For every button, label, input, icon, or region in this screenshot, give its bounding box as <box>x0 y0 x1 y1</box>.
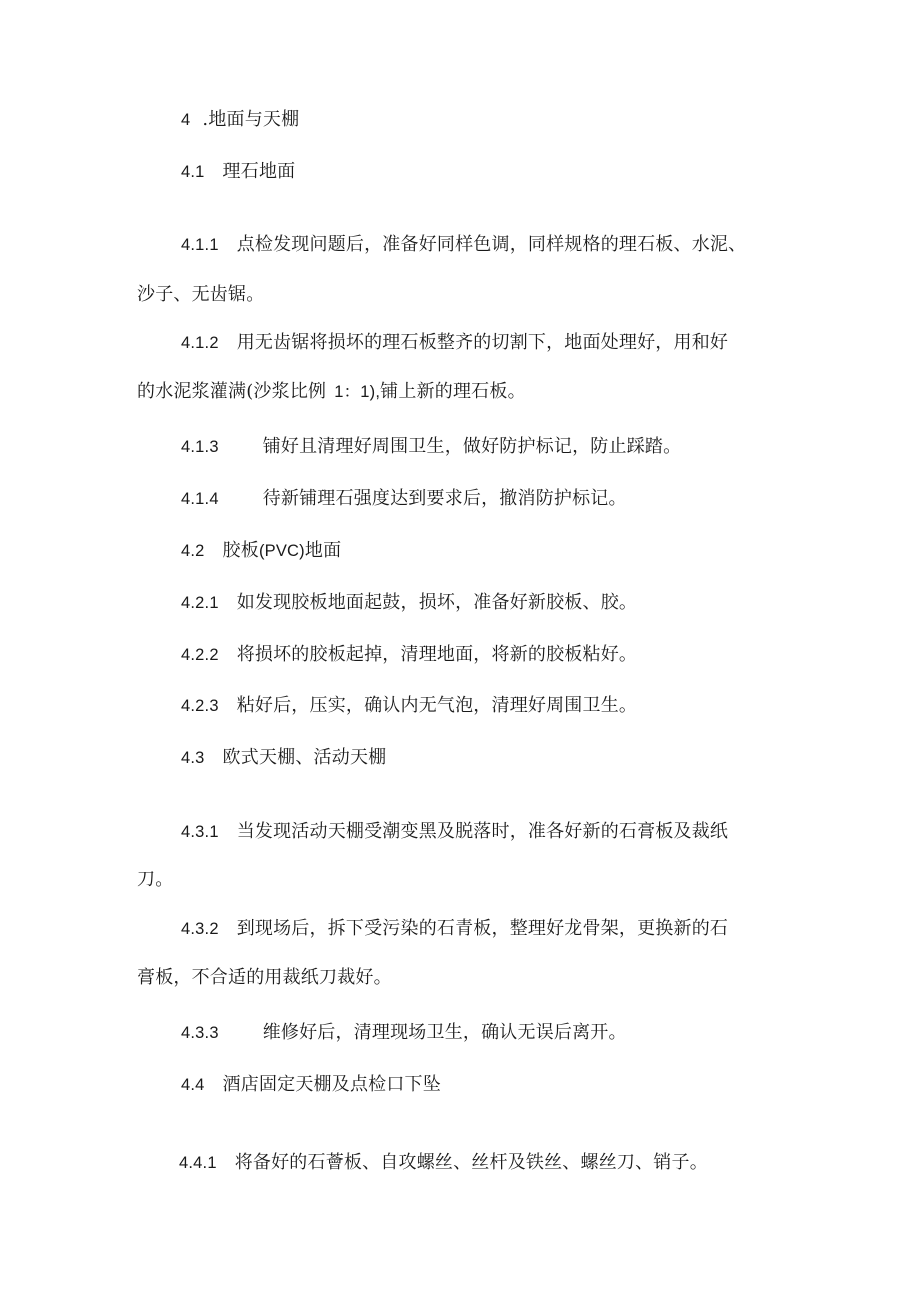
item-4-1-2-line1 <box>181 331 728 355</box>
item-number: 4.2.3 <box>181 697 219 715</box>
item-number: 4.3.3 <box>181 1024 219 1042</box>
item-4-1-1-line2: 沙子、无齿锯。 <box>137 284 265 305</box>
item-text: 将损坏的胶板起掉，清理地面，将新的胶板粘好。 <box>236 644 638 665</box>
item-number: 4.1.2 <box>181 334 219 352</box>
subsection-number: 4.1 <box>181 163 205 181</box>
item-number: 4.4.1 <box>179 1154 217 1172</box>
item-4-2-1 <box>181 591 637 615</box>
subsection-title: 胶板 <box>222 540 259 561</box>
subsection-number: 4.3 <box>181 749 205 767</box>
item-number: 4.1.1 <box>181 236 219 254</box>
item-4-4-1 <box>179 1151 708 1175</box>
item-text: 铺上新的理石板。 <box>380 381 526 402</box>
section-separator: . <box>202 109 209 130</box>
section-number: 4 <box>181 111 191 129</box>
item-text: 的水泥浆灌满(沙浆比例 <box>137 381 327 402</box>
item-number: 4.3.2 <box>181 920 219 938</box>
item-4-2-3 <box>181 694 637 718</box>
subsection-number: 4.4 <box>181 1076 205 1094</box>
section-heading <box>181 108 299 132</box>
item-text: 维修好后，清理现场卫生，确认无误后离开。 <box>262 1022 627 1043</box>
subsection-4-1 <box>181 160 295 184</box>
subsection-4-4 <box>181 1073 441 1097</box>
item-text: 当发现活动天棚受潮变黑及脱落时，准各好新的石膏板及裁纸 <box>236 821 729 842</box>
section-title: 地面与天棚 <box>208 109 300 130</box>
subsection-4-2 <box>181 539 341 563</box>
subsection-4-3 <box>181 746 386 770</box>
item-text: 铺好且清理好周围卫生，做好防护标记，防止踩踏。 <box>262 436 682 457</box>
item-text: 如发现胶板地面起鼓，损坏，准备好新胶板、胶。 <box>236 592 638 613</box>
item-number: 4.1.4 <box>181 490 219 508</box>
item-4-2-2 <box>181 643 637 667</box>
subsection-title: 理石地面 <box>222 161 296 182</box>
subsection-title: (PVC) <box>258 542 305 560</box>
item-text: 用无齿锯将损坏的理石板整齐的切割下，地面处理好，用和好 <box>236 332 729 353</box>
item-text: 待新铺理石强度达到要求后，撤消防护标记。 <box>262 488 627 509</box>
item-4-1-2-line2 <box>137 380 526 404</box>
item-4-1-1-line1 <box>181 233 746 257</box>
item-number: 4.2.2 <box>181 646 219 664</box>
item-4-3-1-line2: 刀。 <box>137 869 174 890</box>
item-4-3-1-line1 <box>181 820 728 844</box>
item-text: 粘好后，压实，确认内无气泡，清理好周围卫生。 <box>236 695 638 716</box>
item-4-3-2-line1 <box>181 917 728 941</box>
item-text: 将备好的石薈板、自攻螺丝、丝杆及铁丝、螺丝刀、销子。 <box>234 1152 708 1173</box>
item-number: 4.1.3 <box>181 438 219 456</box>
item-number: 4.2.1 <box>181 594 219 612</box>
subsection-title: 地面 <box>304 540 342 561</box>
subsection-number: 4.2 <box>181 542 205 560</box>
item-4-3-3 <box>181 1021 627 1045</box>
subsection-title: 欧式天棚、活动天棚 <box>222 747 387 768</box>
item-text: 点检发现问题后，准备好同样色调，同样规格的理石板、水泥、 <box>236 234 747 255</box>
item-4-1-3 <box>181 435 681 459</box>
item-4-3-2-line2: 膏板，不合适的用裁纸刀裁好。 <box>137 967 392 988</box>
item-text: 到现场后，拆下受污染的石青板，整理好龙骨架，更换新的石 <box>236 918 729 939</box>
item-number: 4.3.1 <box>181 823 219 841</box>
mix-ratio: 1：1), <box>334 383 381 401</box>
subsection-title: 酒店固定天棚及点检口下坠 <box>222 1074 441 1095</box>
item-4-1-4 <box>181 487 627 511</box>
